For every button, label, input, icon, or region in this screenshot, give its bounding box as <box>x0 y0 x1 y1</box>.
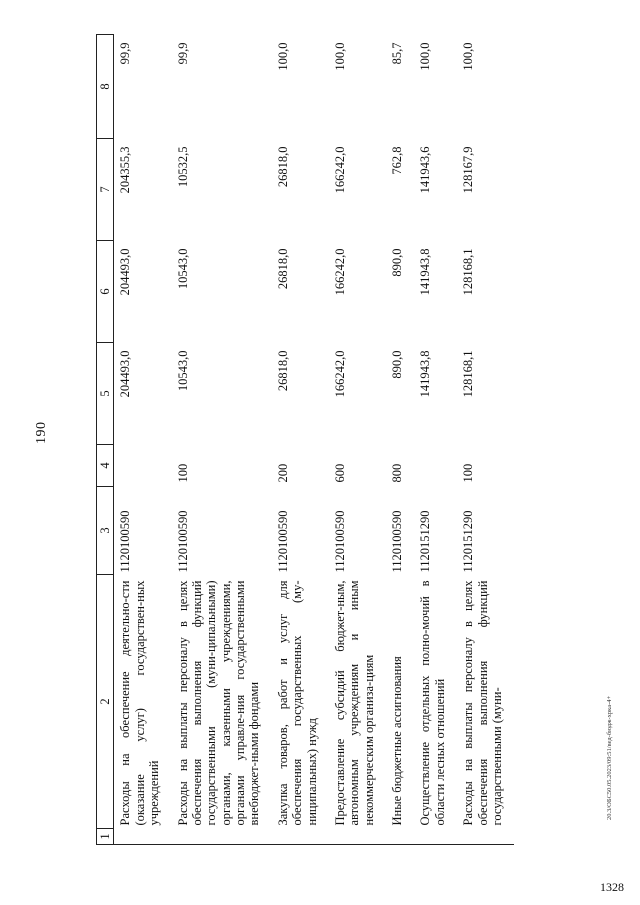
row-value-col5: 26818,0 <box>275 350 290 392</box>
row-expense-type <box>414 445 457 487</box>
row-target-code: 1120100590 <box>390 510 404 573</box>
row-index-cell <box>172 829 272 845</box>
row-target-code: 1120100590 <box>332 510 347 573</box>
row-value-col8: 99,9 <box>118 42 133 65</box>
row-index-cell <box>114 829 172 845</box>
row-description: Расходы на выплаты персоналу в целях обеспечения выполнения функций государственными (муни-ципальными) органами, казенными учреждениями, органами управле-ния государственными внебюджет-ными фондами <box>175 580 262 826</box>
column-header: 7 <box>97 139 114 241</box>
row-index-cell <box>329 829 386 845</box>
page-number: 190 <box>34 421 49 444</box>
column-header: 4 <box>97 445 114 487</box>
row-value-col7: 26818,0 <box>275 146 290 188</box>
row-description: Закупка товаров, работ и услуг для обеспечения государственных (му-ниципальных) нужд <box>275 580 319 826</box>
table-header-row <box>97 35 114 845</box>
print-stamp-note: 20.3/ОБС50.05.2023/09:51/вед-бюдж-хрка-4+ <box>606 695 613 820</box>
row-value-col6: 166242,0 <box>332 248 347 296</box>
row-expense-type: 100 <box>175 463 190 483</box>
table-row <box>272 35 329 845</box>
row-expense-type: 800 <box>390 463 404 483</box>
row-value-col5: 890,0 <box>390 350 404 379</box>
row-value-col5: 204493,0 <box>118 350 133 398</box>
row-value-col7: 141943,6 <box>418 146 433 194</box>
table-row <box>414 35 457 845</box>
column-header: 8 <box>97 35 114 139</box>
row-value-col6: 128168,1 <box>461 248 476 296</box>
row-value-col7: 128167,9 <box>461 146 476 194</box>
row-target-code: 1120100590 <box>118 510 133 573</box>
row-index-cell <box>414 829 457 845</box>
row-value-col6: 204493,0 <box>118 248 133 296</box>
row-value-col8: 99,9 <box>175 42 190 65</box>
row-target-code: 1120100590 <box>275 510 290 573</box>
table-row <box>329 35 386 845</box>
row-index-cell <box>272 829 329 845</box>
row-description: Расходы на обеспечение деятельно-сти (оказание услуг) государствен-ных учреждений <box>118 580 162 826</box>
sheet-number: 1328 <box>600 880 624 894</box>
row-value-col6: 26818,0 <box>275 248 290 290</box>
row-target-code: 1120100590 <box>175 510 190 573</box>
table-row <box>457 35 514 845</box>
column-header: 2 <box>97 575 114 829</box>
row-value-col8: 100,0 <box>418 42 433 71</box>
column-header: 3 <box>97 487 114 575</box>
row-target-code: 1120151290 <box>461 510 476 573</box>
table-row <box>114 35 172 845</box>
table-row <box>172 35 272 845</box>
table-row <box>386 35 414 845</box>
row-value-col7: 204355,3 <box>118 146 133 194</box>
row-value-col6: 10543,0 <box>175 248 190 290</box>
budget-table <box>96 34 514 845</box>
row-value-col7: 166242,0 <box>332 146 347 194</box>
row-expense-type: 200 <box>275 463 290 483</box>
rotated-table-container <box>96 35 606 845</box>
row-index-cell <box>386 829 414 845</box>
row-value-col6: 890,0 <box>390 248 404 277</box>
row-description: Иные бюджетные ассигнования <box>390 656 404 826</box>
row-value-col6: 141943,8 <box>418 248 433 296</box>
row-expense-type: 100 <box>461 463 476 483</box>
row-expense-type: 600 <box>332 463 347 483</box>
row-value-col5: 141943,8 <box>418 350 433 398</box>
column-header: 5 <box>97 343 114 445</box>
row-value-col8: 100,0 <box>461 42 476 71</box>
row-value-col5: 128168,1 <box>461 350 476 398</box>
column-header: 6 <box>97 241 114 343</box>
row-value-col8: 100,0 <box>275 42 290 71</box>
row-description: Осуществление отдельных полно-мочий в области лесных отношений <box>418 580 447 826</box>
row-value-col7: 10532,5 <box>175 146 190 188</box>
row-value-col5: 10543,0 <box>175 350 190 392</box>
row-value-col7: 762,8 <box>390 146 404 175</box>
row-description: Расходы на выплаты персоналу в целях обеспечения выполнения функций государственными (муни- <box>461 580 504 826</box>
row-value-col8: 100,0 <box>332 42 347 71</box>
row-expense-type <box>114 445 172 487</box>
row-target-code: 1120151290 <box>418 510 433 573</box>
row-value-col5: 166242,0 <box>332 350 347 398</box>
column-header: 1 <box>97 829 114 845</box>
row-description: Предоставление субсидий бюджет-ным, автономным учреждениям и иным некоммерческим организа-циям <box>332 580 376 826</box>
row-index-cell <box>457 829 514 845</box>
row-value-col8: 85,7 <box>390 42 404 65</box>
